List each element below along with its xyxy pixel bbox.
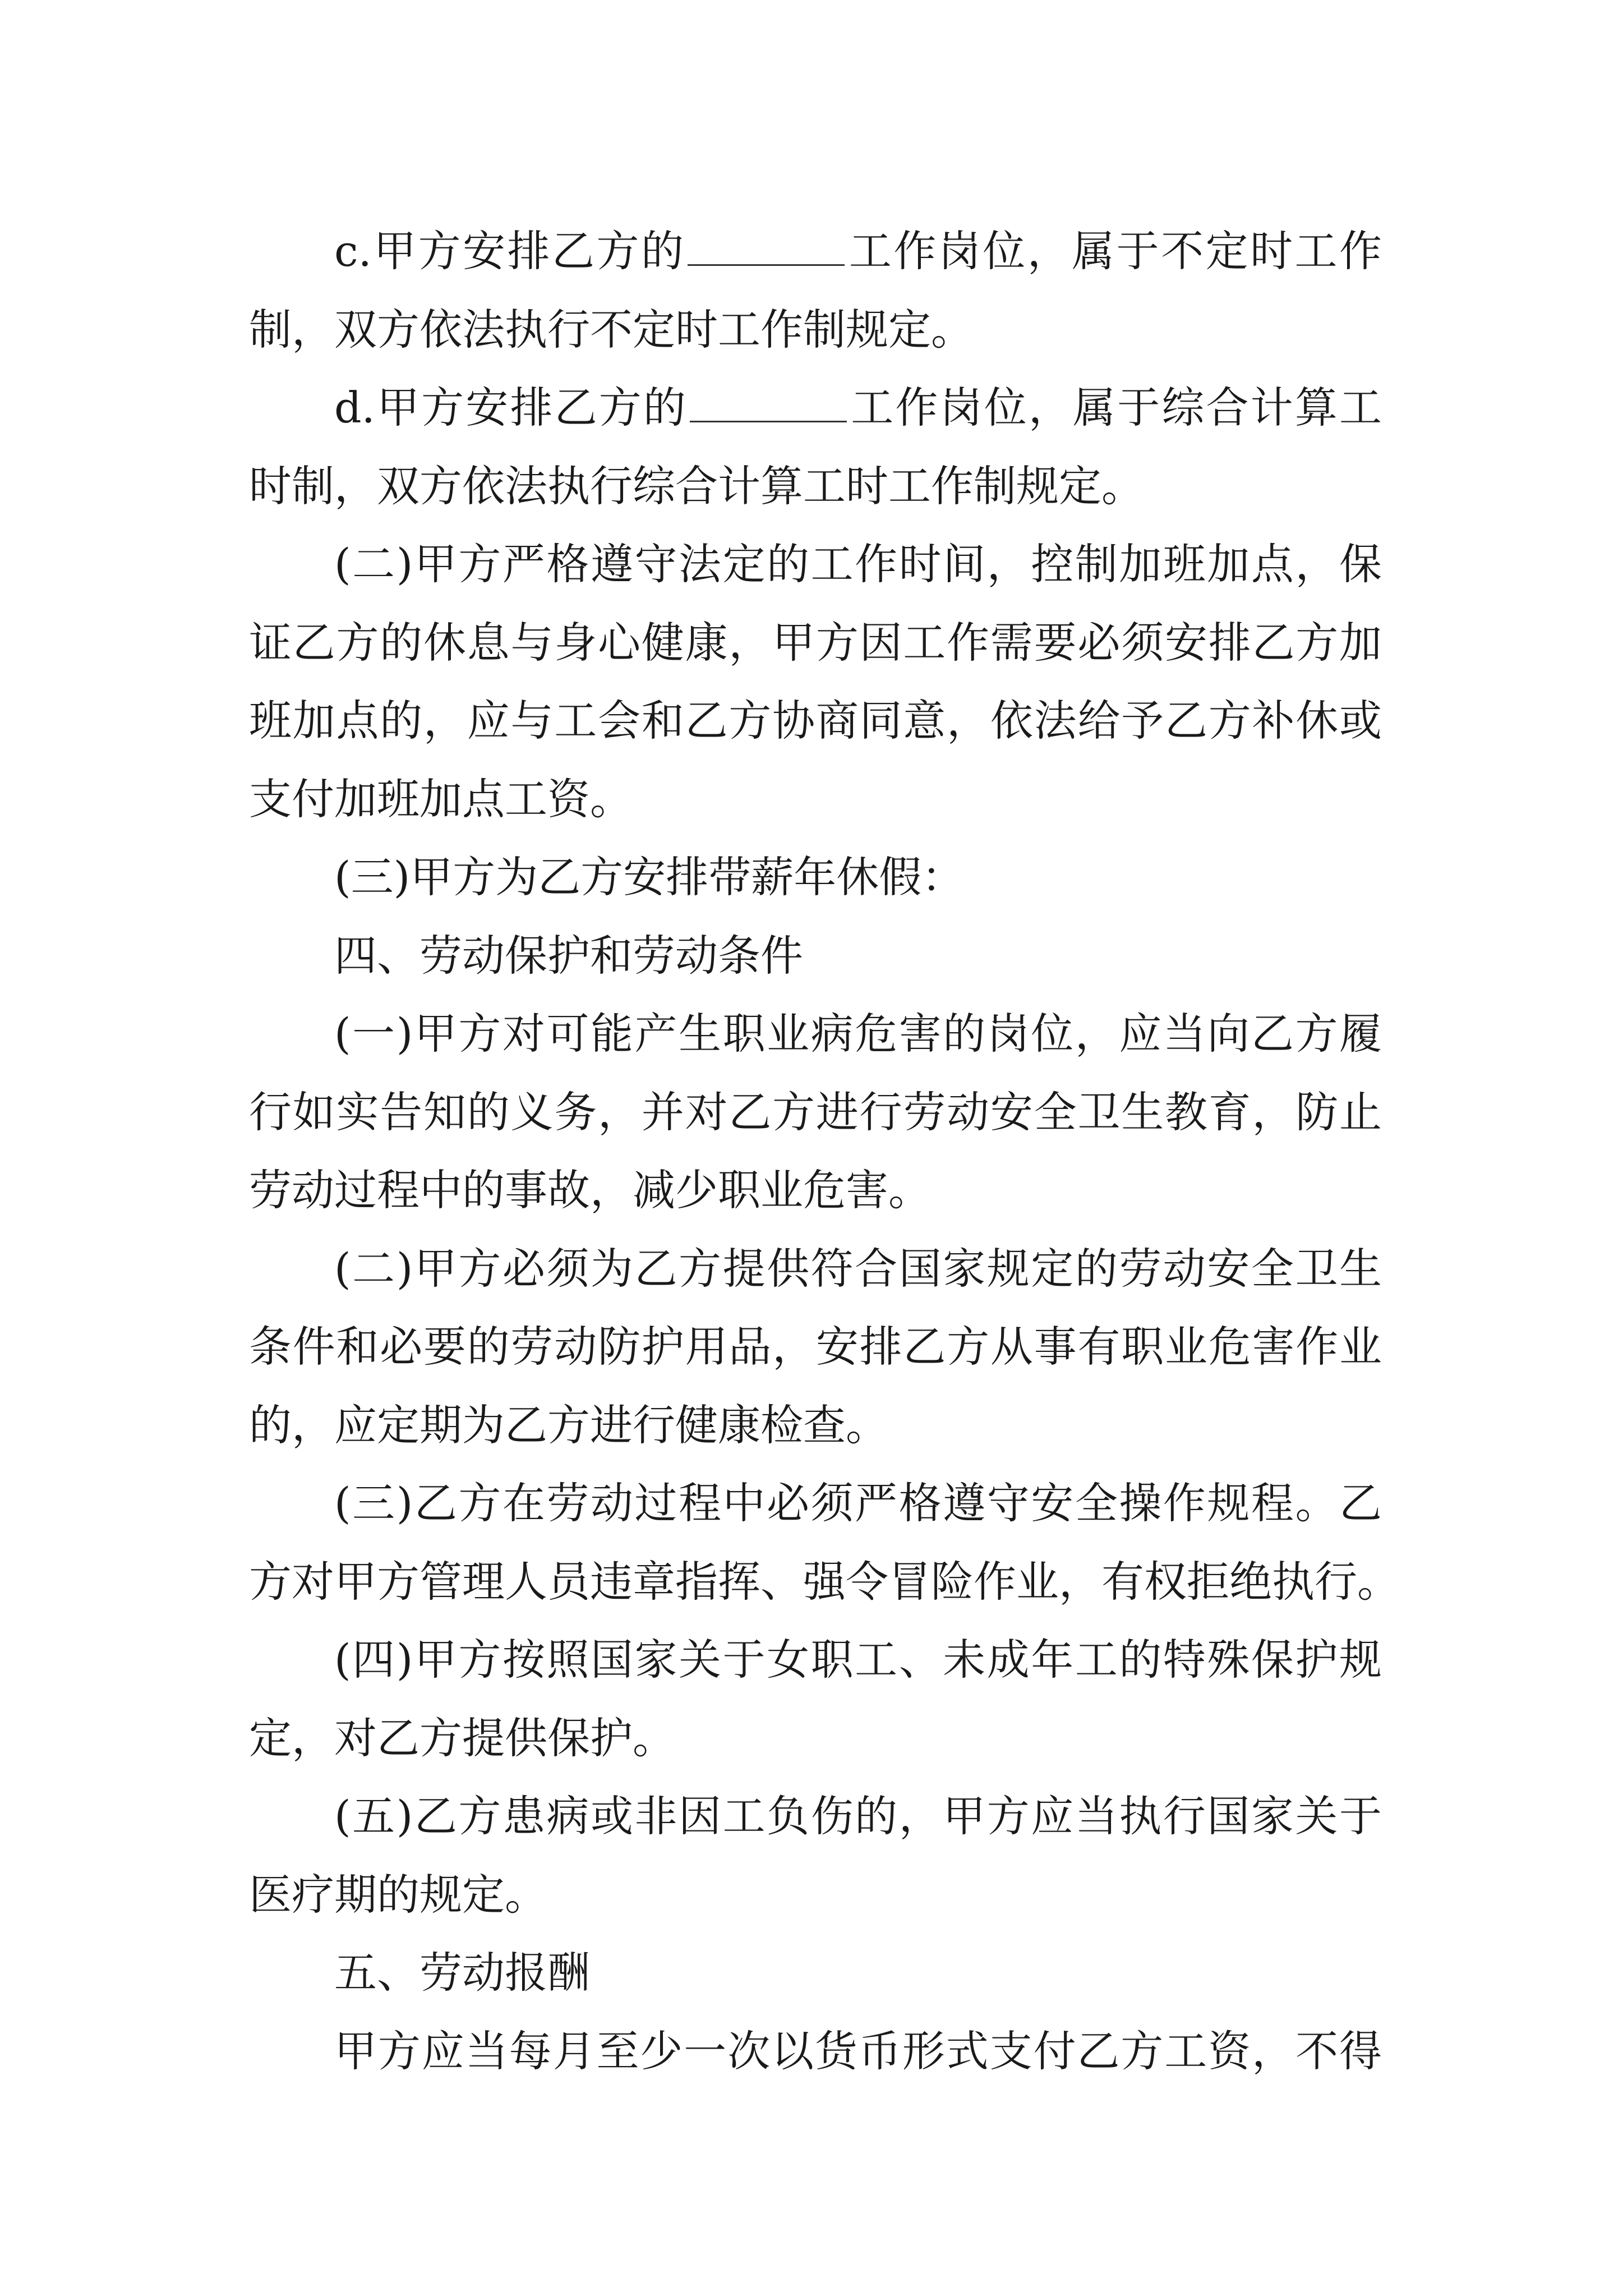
clause-d-line-1 [249, 369, 1382, 447]
section-4-item-1-line-2: 行如实告知的义务，并对乙方进行劳动安全卫生教育，防止 [249, 1087, 1382, 1137]
document-body [249, 212, 1400, 2090]
section-4-item-2-line-2: 条件和必要的劳动防护用品，安排乙方从事有职业危害作业 [249, 1322, 1382, 1372]
clause-c-prefix: c.甲方安排乙方的 [334, 226, 686, 276]
section-4-item-3-line-2: 方对甲方管理人员违章指挥、强令冒险作业，有权拒绝执行。 [249, 1556, 1400, 1607]
section-5-heading: 五、劳动报酬 [334, 1948, 590, 1998]
clause-c-line-1 [249, 212, 1382, 291]
paragraph-3-line-1: (三)甲方为乙方安排带薪年休假： [334, 852, 965, 902]
paragraph-2-line-1: (二)甲方严格遵守法定的工作时间，控制加班加点，保 [334, 539, 1382, 589]
fill-in-blank-c [688, 229, 845, 266]
section-4-item-3-line-1: (三)乙方在劳动过程中必须严格遵守安全操作规程。乙 [334, 1478, 1382, 1528]
clause-c-text: 工作岗位，属于不定时工作 [847, 226, 1382, 276]
clause-d-text: 工作岗位，属于综合计算工 [849, 383, 1382, 432]
section-4-item-1-line-1: (一)甲方对可能产生职业病危害的岗位，应当向乙方履 [334, 1009, 1382, 1059]
paragraph-2-line-2: 证乙方的休息与身心健康，甲方因工作需要必须安排乙方加 [249, 617, 1382, 668]
section-4-item-4-line-1: (四)甲方按照国家关于女职工、未成年工的特殊保护规 [334, 1635, 1382, 1685]
paragraph-2-line-4: 支付加班加点工资。 [249, 774, 633, 824]
clause-d-line-2: 时制，双方依法执行综合计算工时工作制规定。 [249, 461, 1144, 511]
section-5-line-1: 甲方应当每月至少一次以货币形式支付乙方工资，不得 [334, 2026, 1382, 2076]
section-4-item-2-line-1: (二)甲方必须为乙方提供符合国家规定的劳动安全卫生 [334, 1243, 1382, 1294]
section-4-item-1-line-3: 劳动过程中的事故，减少职业危害。 [249, 1165, 931, 1215]
section-4-item-5-line-1: (五)乙方患病或非因工负伤的，甲方应当执行国家关于 [334, 1791, 1382, 1841]
section-4-item-2-line-3: 的，应定期为乙方进行健康检查。 [249, 1400, 888, 1450]
clause-c-line-2: 制，双方依法执行不定时工作制规定。 [249, 304, 974, 355]
section-4-heading: 四、劳动保护和劳动条件 [334, 930, 803, 981]
section-4-item-4-line-2: 定，对乙方提供保护。 [249, 1713, 675, 1763]
section-4-item-5-line-2: 医疗期的规定。 [249, 1869, 547, 1920]
fill-in-blank-d [690, 386, 847, 422]
clause-d-prefix: d.甲方安排乙方的 [334, 383, 688, 432]
paragraph-2-line-3: 班加点的，应与工会和乙方协商同意，依法给予乙方补休或 [249, 696, 1382, 746]
